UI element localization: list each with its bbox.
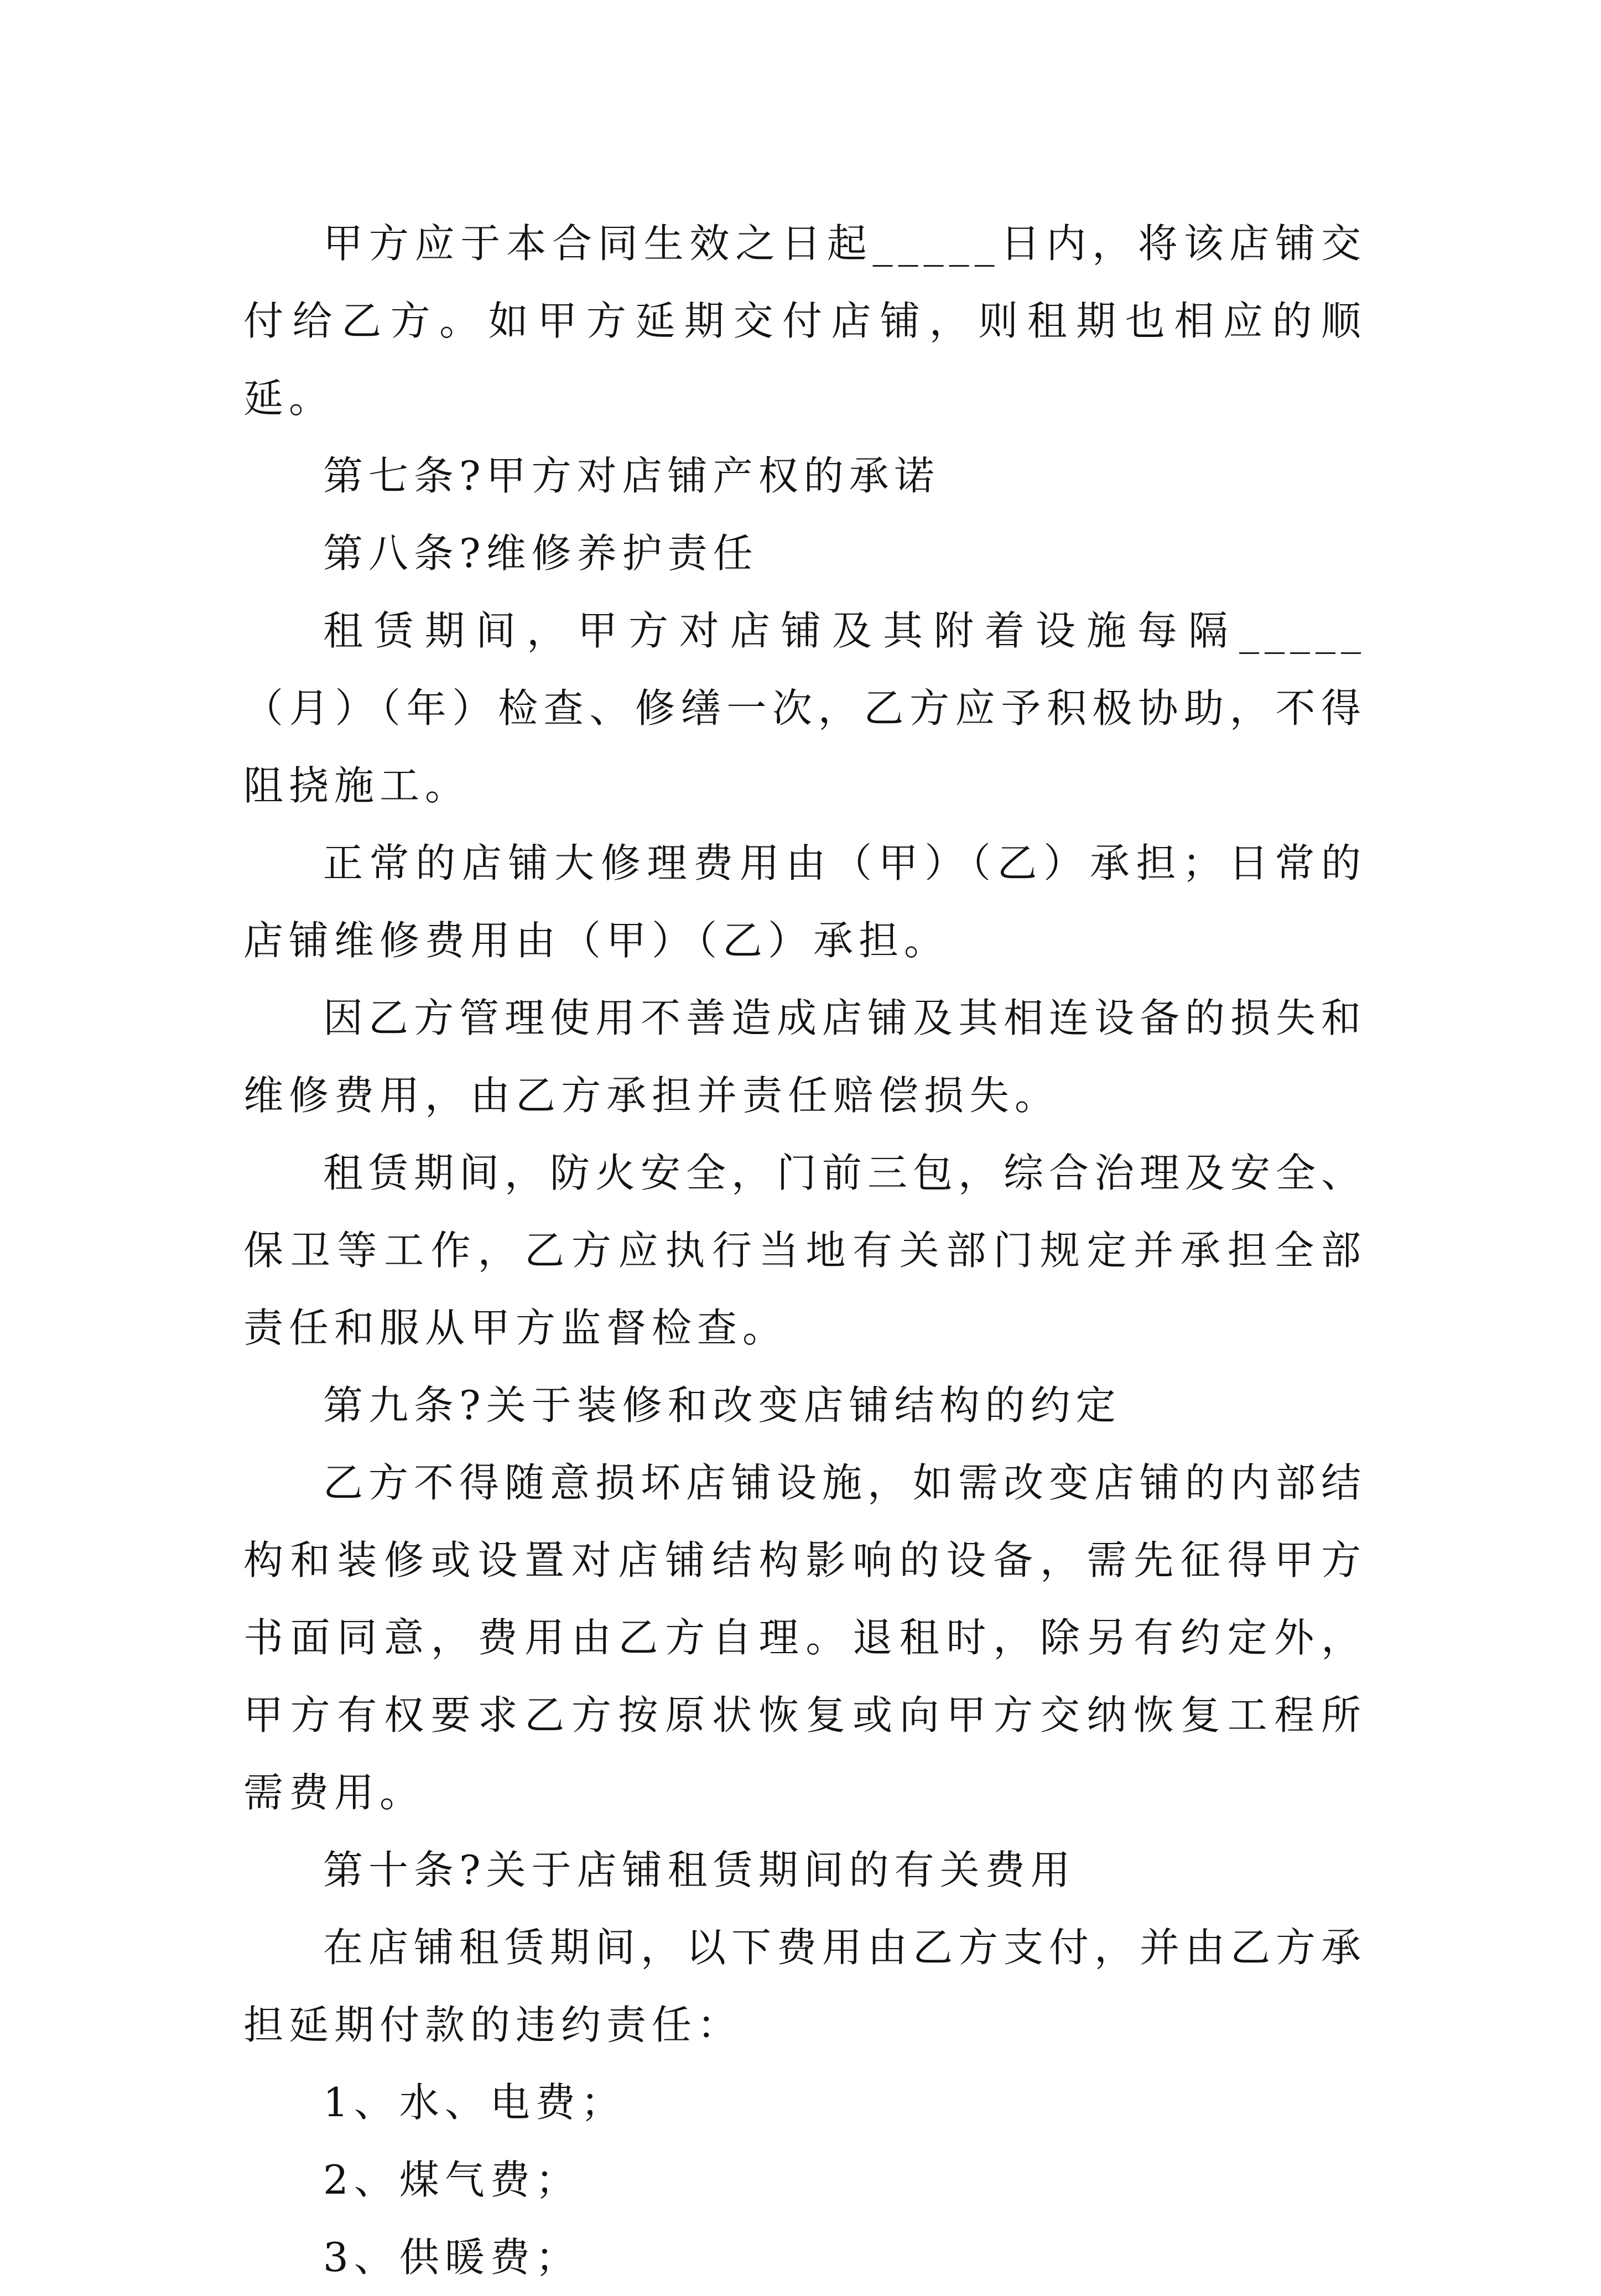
paragraph-renovation-rules: 乙方不得随意损坏店铺设施，如需改变店铺的内部结构和装修或设置对店铺结构影响的设备，需先征得甲方书面同意，费用由乙方自理。退租时，除另有约定外，甲方有权要求乙方按原状恢复或向甲方交纳恢复工程所需费用。 [243, 1459, 1367, 1816]
heading-article-8: 第八条?维修养护责任 [323, 530, 758, 576]
list-item-heating: 3、供暖费； [323, 2234, 581, 2281]
paragraph-damage-liability: 因乙方管理使用不善造成店铺及其相连设备的损失和维修费用，由乙方承担并责任赔偿损失。 [243, 995, 1367, 1119]
heading-article-7: 第七条?甲方对店铺产权的承诺 [323, 453, 940, 499]
heading-article-10: 第十条?关于店铺租赁期间的有关费用 [323, 1847, 1076, 1893]
list-item-water-electricity: 1、水、电费； [323, 2079, 626, 2126]
paragraph-safety-duties: 租赁期间，防火安全，门前三包，综合治理及安全、保卫等工作，乙方应执行当地有关部门规定并承担全部责任和服从甲方监督检查。 [243, 1150, 1367, 1351]
paragraph-fees-intro: 在店铺租赁期间，以下费用由乙方支付，并由乙方承担延期付款的违约责任： [243, 1924, 1367, 2048]
paragraph-delivery-deadline: 甲方应于本合同生效之日起_____日内，将该店铺交付给乙方。如甲方延期交付店铺，则租期也相应的顺延。 [243, 220, 1366, 422]
document-body [243, 205, 1366, 2296]
paragraph-repair-costs: 正常的店铺大修理费用由（甲）（乙）承担；日常的店铺维修费用由（甲）（乙）承担。 [243, 840, 1366, 964]
list-item-gas: 2、煤气费； [323, 2157, 581, 2203]
heading-article-9: 第九条?关于装修和改变店铺结构的约定 [323, 1382, 1121, 1428]
paragraph-inspection-repair: 租赁期间，甲方对店铺及其附着设施每隔_____（月）（年）检查、修缮一次，乙方应予积极协助，不得阻挠施工。 [243, 607, 1366, 809]
